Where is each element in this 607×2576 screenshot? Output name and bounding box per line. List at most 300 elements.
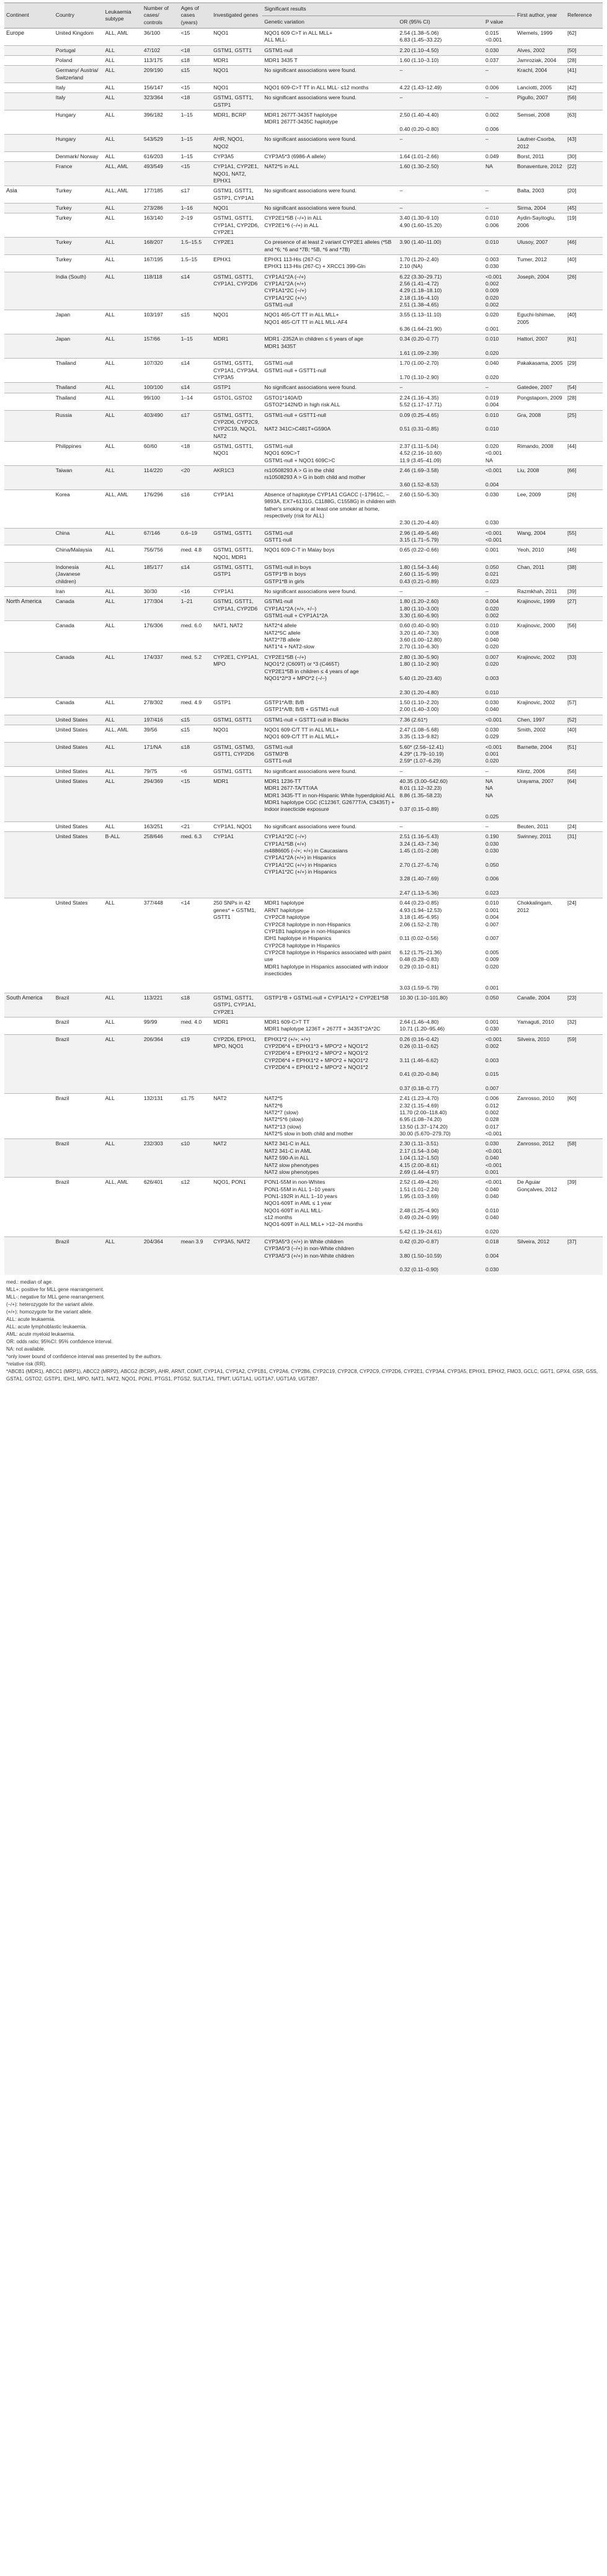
cell-genes: NAT2 <box>211 1094 262 1139</box>
cell-continent <box>4 1178 54 1237</box>
footnote-line: NA: not available. <box>6 1346 45 1352</box>
cell-continent <box>4 832 54 898</box>
cell-author: Wang, 2004 <box>515 528 565 545</box>
cell-subtype: ALL, AML <box>104 490 142 528</box>
cell-author: Krajinovic, 2002 <box>515 652 565 697</box>
cell-continent <box>4 563 54 587</box>
cell-reference: [26] <box>565 490 603 528</box>
table-row <box>4 1237 603 1274</box>
cell-variation: No significant associations were found. <box>262 587 397 597</box>
cell-genes: NQO1 <box>211 310 262 334</box>
cell-cases: 616/203 <box>142 151 179 161</box>
table-row <box>4 545 603 563</box>
table-row <box>4 238 603 255</box>
cell-variation: GSTM1-null GSTM3*B GSTT1-null <box>262 742 397 766</box>
cell-genes: NQO1 <box>211 66 262 83</box>
cell-ages: ≤14 <box>179 359 211 383</box>
col-genes-header: Investigated genes <box>211 3 262 29</box>
cell-pvalue: 0.040 0.020 <box>484 359 515 383</box>
cell-cases: 396/182 <box>142 110 179 135</box>
cell-pvalue: <0.001 0.001 0.020 <box>484 742 515 766</box>
cell-or: – <box>398 203 484 213</box>
cell-or: 2.80 (1.30–5.90) 1.80 (1.10–2.90) 5.40 (1.20–23.40) 2.30 (1.20–4.80) <box>398 652 484 697</box>
cell-continent <box>4 441 54 465</box>
cell-author: Joseph, 2004 <box>515 272 565 310</box>
cell-pvalue: 0.020 <0.001 NA <box>484 441 515 465</box>
table-row <box>4 621 603 652</box>
cell-author: Krachl, 2004 <box>515 66 565 83</box>
cell-ages: 0.6–19 <box>179 528 211 545</box>
cell-country: Korea <box>54 490 104 528</box>
cell-variation: GSTP1*A/B; B/B GSTP1*A/B; B/B + GSTM1-null <box>262 697 397 715</box>
cell-pvalue: 0.004 0.020 0.002 <box>484 597 515 621</box>
col-continent-header: Continent <box>4 3 54 29</box>
cell-cases: 100/100 <box>142 383 179 393</box>
cell-pvalue: – <box>484 66 515 83</box>
cell-ages: <18 <box>179 93 211 110</box>
cell-country: Canada <box>54 652 104 697</box>
table-row <box>4 776 603 821</box>
footnote-line: AML: acute myeloid leukaemia. <box>6 1331 76 1337</box>
cell-pvalue: 0.050 <box>484 993 515 1017</box>
cell-country: Indonesia (Javanese children) <box>54 563 104 587</box>
cell-author: Razmkhah, 2011 <box>515 587 565 597</box>
cell-pvalue: 0.037 <box>484 56 515 66</box>
cell-continent <box>4 697 54 715</box>
cell-subtype: ALL <box>104 776 142 821</box>
cell-pvalue: – <box>484 587 515 597</box>
cell-country: Italy <box>54 83 104 93</box>
cell-variation: No significant associations were found. <box>262 135 397 152</box>
cell-continent <box>4 310 54 334</box>
cell-continent <box>4 93 54 110</box>
table-row <box>4 563 603 587</box>
cell-country: United States <box>54 742 104 766</box>
cell-variation: Co presence of at least 2 variant CYP2E1 alleles (*5B and *6; *6 and *7B; *5B, *6 and *7B) <box>262 238 397 255</box>
cell-or: 1.60 (1.10–3.10) <box>398 56 484 66</box>
cell-genes: MDR1 <box>211 1017 262 1034</box>
footnote-line: *only lower bound of confidence interval was presented by the authors. <box>6 1353 162 1359</box>
cell-pvalue: <0.001 0.002 0.003 0.015 0.007 <box>484 1034 515 1094</box>
table-row <box>4 254 603 272</box>
cell-cases: 204/364 <box>142 1237 179 1274</box>
cell-subtype: ALL <box>104 621 142 652</box>
cell-variation: NQO1 609-C>T TT in ALL MLL- ≤12 months <box>262 83 397 93</box>
cell-ages: mean 3.9 <box>179 1237 211 1274</box>
cell-or: 0.34 (0.20–0.77) 1.61 (1.09–2.39) <box>398 334 484 359</box>
cell-genes: NQO1 <box>211 203 262 213</box>
cell-pvalue: 0.006 0.012 0.002 0.028 0.017 <0.001 <box>484 1094 515 1139</box>
cell-continent <box>4 1017 54 1034</box>
cell-continent <box>4 213 54 238</box>
cell-or: – <box>398 93 484 110</box>
cell-reference: [59] <box>565 1034 603 1094</box>
table-row <box>4 83 603 93</box>
cell-author: Lanciotti, 2005 <box>515 83 565 93</box>
cell-or: 0.65 (0.22–0.66) <box>398 545 484 563</box>
cell-cases: 174/337 <box>142 652 179 697</box>
cell-continent <box>4 652 54 697</box>
cell-genes: CYP3A5 <box>211 151 262 161</box>
cell-variation: EPHX1*2 (+/+; +/+) CYP2D6*4 + EPHX1*3 + MPO*2 + NQO1*2 CYP2D6*4 + EPHX1*2 + MPO*2 + NQO1*2 CYP2D6*4 + EPHX1*2 + MPO*2 + NQO1*2 CYP2D6*4 + EPHX1*2 + MPO*2 + NQO1*2 <box>262 1034 397 1094</box>
cell-author: Chen, 1997 <box>515 715 565 725</box>
cell-author: Zanrosso, 2012 <box>515 1139 565 1178</box>
cell-cases: 626/401 <box>142 1178 179 1237</box>
cell-variation: MDR1 2677T-3435T haplotype MDR1 2677T-3435C haplotype <box>262 110 397 135</box>
cell-author: Canalle, 2004 <box>515 993 565 1017</box>
cell-variation: CYP2E1*5B (–/+) NQO1*2 (C609T) or *3 (C465T) CYP2E1*5B in children ≤ 4 years of age NQO1*2/*3 + MPO*2 (–/–) <box>262 652 397 697</box>
table-row <box>4 832 603 898</box>
cell-pvalue: <0.001 0.040 0.040 0.010 0.040 0.020 <box>484 1178 515 1237</box>
cell-ages: <21 <box>179 822 211 832</box>
cell-or: 40.35 (3.00–542.60) 8.01 (1.12–32.23) 8.86 (1.35–58.23) 0.37 (0.15–0.89) <box>398 776 484 821</box>
cell-variation: GSTM1-null GSTM1-null + GSTT1-null <box>262 359 397 383</box>
cell-or: 2.52 (1.49–4.26) 1.51 (1.01–2.24) 1.95 (1.03–3.69) 2.48 (1.25–4.90) 0.49 (0.24–0.99) 5.42 (1.19–24.61) <box>398 1178 484 1237</box>
col-variation-header: Genetic variation <box>262 16 397 29</box>
cell-ages: med. 6.3 <box>179 832 211 898</box>
cell-genes: CYP1A1 <box>211 832 262 898</box>
cell-reference: [31] <box>565 832 603 898</box>
cell-ages: med. 4.0 <box>179 1017 211 1034</box>
cell-or: 2.96 (1.49–5.46) 3.15 (1.71–5.79) <box>398 528 484 545</box>
col-cases-header: Number of cases/ controls <box>142 3 179 29</box>
cell-country: Canada <box>54 621 104 652</box>
cell-genes: AKR1C3 <box>211 465 262 490</box>
cell-subtype: ALL <box>104 410 142 441</box>
cell-author: Silveira, 2012 <box>515 1237 565 1274</box>
cell-subtype: ALL <box>104 56 142 66</box>
cell-reference: [56] <box>565 93 603 110</box>
footnote-line: MLL+: positive for MLL gene rearrangement. <box>6 1286 104 1292</box>
cell-reference: [40] <box>565 310 603 334</box>
footnote-line: OR: odds ratio; 95%CI: 95% confidence interval. <box>6 1338 113 1344</box>
cell-continent <box>4 766 54 776</box>
cell-cases: 209/190 <box>142 66 179 83</box>
table-row <box>4 393 603 410</box>
cell-genes: MDR1 <box>211 334 262 359</box>
cell-or: 7.36 (2.61*) <box>398 715 484 725</box>
cell-pvalue: – <box>484 766 515 776</box>
cell-variation: No significant associations were found. <box>262 66 397 83</box>
cell-cases: 163/140 <box>142 213 179 238</box>
cell-continent <box>4 1094 54 1139</box>
cell-country: Thailand <box>54 393 104 410</box>
cell-author: Alves, 2002 <box>515 45 565 55</box>
cell-continent <box>4 742 54 766</box>
cell-ages: 1–15 <box>179 151 211 161</box>
cell-ages: <20 <box>179 465 211 490</box>
cell-subtype: ALL <box>104 359 142 383</box>
cell-or: 2.41 (1.23–4.70) 2.32 (1.15–4.69) 11.70 (2.00–118.40) 6.95 (1.08–74.20) 13.50 (1.37–174.20) 30.00 (5.670–279.70) <box>398 1094 484 1139</box>
cell-author: Eguchi-Ishimae, 2005 <box>515 310 565 334</box>
cell-country: Canada <box>54 597 104 621</box>
cell-pvalue: – <box>484 186 515 203</box>
cell-continent <box>4 621 54 652</box>
cell-pvalue: 0.030 0.029 <box>484 725 515 742</box>
cell-variation: NAT2*5 in ALL <box>262 162 397 186</box>
cell-subtype: ALL <box>104 715 142 725</box>
cell-subtype: ALL <box>104 1237 142 1274</box>
cell-or: 0.26 (0.16–0.42) 0.26 (0.11–0.62) 3.11 (1.46–6.62) 0.41 (0.20–0.84) 0.37 (0.18–0.77) <box>398 1034 484 1094</box>
cell-cases: 103/197 <box>142 310 179 334</box>
cell-variation: CYP1A1*2A (–/+) CYP1A1*2A (+/+) CYP1A1*2C (–/+) CYP1A1*2C (+/+) GSTM1-null <box>262 272 397 310</box>
cell-reference: [66] <box>565 465 603 490</box>
cell-cases: 99/100 <box>142 393 179 410</box>
cell-country: Poland <box>54 56 104 66</box>
cell-pvalue: 0.010 0.008 0.040 0.020 <box>484 621 515 652</box>
cell-cases: 99/99 <box>142 1017 179 1034</box>
cell-subtype: ALL, AML <box>104 186 142 203</box>
cell-cases: 30/30 <box>142 587 179 597</box>
cell-ages: ≤14 <box>179 272 211 310</box>
cell-or: – <box>398 766 484 776</box>
cell-author: Lautner-Csorba, 2012 <box>515 135 565 152</box>
cell-country: Denmark/ Norway <box>54 151 104 161</box>
cell-pvalue: 0.001 <box>484 545 515 563</box>
cell-pvalue: – <box>484 203 515 213</box>
cell-country: Thailand <box>54 359 104 383</box>
cell-cases: 176/306 <box>142 621 179 652</box>
cell-reference: [46] <box>565 545 603 563</box>
cell-author: Klintz, 2006 <box>515 766 565 776</box>
cell-country: United States <box>54 776 104 821</box>
cell-genes: GSTP1 <box>211 697 262 715</box>
table-row <box>4 1017 603 1034</box>
cell-variation: GSTO1*140A/D GSTO2*142N/D in high risk ALL <box>262 393 397 410</box>
cell-genes: EPHX1 <box>211 254 262 272</box>
cell-genes: GSTM1, GSTT1 <box>211 45 262 55</box>
cell-author: Chan, 2011 <box>515 563 565 587</box>
cell-pvalue: 0.020 0.001 <box>484 310 515 334</box>
cell-continent <box>4 383 54 393</box>
cell-ages: ≤18 <box>179 742 211 766</box>
table-row <box>4 1178 603 1237</box>
cell-cases: 232/303 <box>142 1139 179 1178</box>
cell-subtype: ALL <box>104 135 142 152</box>
cell-author: Pigullo, 2007 <box>515 93 565 110</box>
cell-genes: GSTM1, GSTT1 <box>211 766 262 776</box>
cell-subtype: ALL <box>104 238 142 255</box>
table-row <box>4 597 603 621</box>
cell-author: Yamaguti, 2010 <box>515 1017 565 1034</box>
cell-author: Rimando, 2008 <box>515 441 565 465</box>
cell-genes: GSTM1, GSTT1, GSTP1, CYP1A1 <box>211 186 262 203</box>
cell-ages: ≤14 <box>179 563 211 587</box>
cell-subtype: ALL <box>104 563 142 587</box>
cell-country: Thailand <box>54 383 104 393</box>
cell-ages: <15 <box>179 776 211 821</box>
cell-or: 3.55 (1.13–11.10) 6.36 (1.64–21.90) <box>398 310 484 334</box>
table-row <box>4 898 603 993</box>
cell-genes: CYP2E1 <box>211 238 262 255</box>
cell-reference: [56] <box>565 621 603 652</box>
cell-author: Ulusoy, 2007 <box>515 238 565 255</box>
cell-or: 5.60* (2.56–12.41) 4.29* (1.79–10.19) 2.59* (1.07–6.29) <box>398 742 484 766</box>
cell-ages: med. 4.9 <box>179 697 211 715</box>
cell-continent <box>4 83 54 93</box>
cell-subtype: ALL <box>104 528 142 545</box>
cell-genes: GSTM1, GSTT1, CYP1A1, CYP2D6, CYP2E1 <box>211 213 262 238</box>
cell-cases: 47/102 <box>142 45 179 55</box>
table-row <box>4 766 603 776</box>
cell-subtype: ALL <box>104 151 142 161</box>
cell-continent <box>4 393 54 410</box>
cell-reference: [23] <box>565 993 603 1017</box>
cell-cases: 163/251 <box>142 822 179 832</box>
cell-cases: 167/195 <box>142 254 179 272</box>
cell-or: 1.50 (1.10–2.20) 2.00 (1.40–3.00) <box>398 697 484 715</box>
table-row <box>4 993 603 1017</box>
cell-ages: 2–19 <box>179 213 211 238</box>
cell-reference: [39] <box>565 1178 603 1237</box>
cell-reference: [20] <box>565 186 603 203</box>
cell-cases: 157/66 <box>142 334 179 359</box>
cell-variation: MDR1 1236-TT MDR1 2677-TA/TT/AA MDR1 3435-TT in non-Hispanic White hyperdiploid ALL MDR1 haplotype CGC (C1236T, G2677T/A, C3435T) + indoor insecticide exposure <box>262 776 397 821</box>
cell-ages: <16 <box>179 587 211 597</box>
cell-or: – <box>398 135 484 152</box>
cell-variation: GSTM1-null + GSTT1-null in Blacks <box>262 715 397 725</box>
footnote-line: *ABCB1 (MDR1), ABCC1 (MRP1), ABCC2 (MRP2), ABCG2 (BCRP), AHR, ARNT, COMT, CYP1A1, CYP1A2, CYP1B1, CYP2A6, CYP2B6, CYP2C19, CYP2C8, CYP2C9, CYP2D6, CYP2E1, CYP3A4, CYP3A5, EPHX1, EPHX2, FMO3, GCLC, GGT1, GPX4, GSR, GSS, GSTA1, GSTO2, GSTP1, IDH1, MPO, NAT1, NAT2, NQO1, PON1, PTGS1, PTGS2, SULT1A1, TPMT, UGT1A1, UGT1A7, UGT1A9, UGT2B7. <box>6 1368 598 1382</box>
cell-pvalue: – <box>484 383 515 393</box>
cell-pvalue: 0.010 <box>484 238 515 255</box>
cell-pvalue: 0.030 <0.001 0.040 <0.001 0.001 <box>484 1139 515 1178</box>
cell-author: Hattori, 2007 <box>515 334 565 359</box>
cell-author: Krajinovic, 2002 <box>515 697 565 715</box>
col-ages-header: Ages of cases (years) <box>179 3 211 29</box>
cell-or: 0.60 (0.40–0.90) 3.20 (1.40–7.30) 3.60 (1.00–12.80) 2.70 (1.10–6.30) <box>398 621 484 652</box>
cell-author: Jamroziak, 2004 <box>515 56 565 66</box>
cell-variation: GSTM1-null GSTT1-null <box>262 528 397 545</box>
cell-subtype: ALL <box>104 334 142 359</box>
cell-country: China <box>54 528 104 545</box>
cell-country: Iran <box>54 587 104 597</box>
cell-country: United States <box>54 715 104 725</box>
cell-variation: CYP3A5*3 (6986-A allele) <box>262 151 397 161</box>
cell-ages: 1–21 <box>179 597 211 621</box>
cell-author: Bonaventure, 2012 <box>515 162 565 186</box>
col-subtype-header: Leukaemia subtype <box>104 3 142 29</box>
cell-subtype: ALL <box>104 1139 142 1178</box>
table-row <box>4 441 603 465</box>
cell-cases: 185/177 <box>142 563 179 587</box>
footnote-line: ALL: acute lymphoblastic leukaemia. <box>6 1323 87 1330</box>
cell-reference: [55] <box>565 528 603 545</box>
table-row <box>4 697 603 715</box>
cell-reference: [44] <box>565 441 603 465</box>
cell-or: 2.64 (1.46–4.80) 10.71 (1.20–95.46) <box>398 1017 484 1034</box>
cell-author: Gra, 2008 <box>515 410 565 441</box>
table-row <box>4 203 603 213</box>
cell-subtype: ALL, AML <box>104 725 142 742</box>
cell-genes: NAT1, NAT2 <box>211 621 262 652</box>
cell-ages: ≤17 <box>179 186 211 203</box>
cell-reference: [37] <box>565 1237 603 1274</box>
cell-reference: [61] <box>565 334 603 359</box>
cell-pvalue: – <box>484 93 515 110</box>
cell-pvalue: 0.190 0.030 0.030 0.050 0.006 0.023 <box>484 832 515 898</box>
cell-pvalue: 0.003 0.030 <box>484 254 515 272</box>
cell-continent <box>4 56 54 66</box>
cell-cases: 543/529 <box>142 135 179 152</box>
cell-reference: [64] <box>565 776 603 821</box>
cell-cases: 177/185 <box>142 186 179 203</box>
cell-variation: GSTM1-null NQO1 609C>T GSTM1-null + NQO1 609C>C <box>262 441 397 465</box>
cell-continent <box>4 776 54 821</box>
cell-country: Germany/ Austria/ Switzerland <box>54 66 104 83</box>
cell-variation: No significant associations were found. <box>262 766 397 776</box>
cell-subtype: ALL <box>104 310 142 334</box>
cell-cases: 171/NA <box>142 742 179 766</box>
cell-ages: 1–14 <box>179 393 211 410</box>
cell-or: 2.51 (1.16–5.43) 3.24 (1.43–7.34) 1.45 (1.01–2.08) 2.70 (1.27–5.74) 3.28 (1.40–7.69) 2.47 (1.13–5.36) <box>398 832 484 898</box>
cell-genes: 250 SNPs in 42 genes* + GSTM1, GSTT1 <box>211 898 262 993</box>
cell-country: Brazil <box>54 1034 104 1094</box>
cell-pvalue: 0.010 0.010 <box>484 410 515 441</box>
cell-subtype: ALL <box>104 272 142 310</box>
cell-or: – <box>398 822 484 832</box>
cell-country: Hungary <box>54 135 104 152</box>
cell-genes: GSTM1, GSTT1, CYP1A1, CYP3A4, CYP3A5 <box>211 359 262 383</box>
table-header <box>4 3 603 29</box>
table-row <box>4 310 603 334</box>
cell-or: 0.42 (0.20–0.87) 3.80 (1.50–10.59) 0.32 (0.11–0.90) <box>398 1237 484 1274</box>
cell-variation: PON1-55M in non-Whites PON1-55M in ALL 1–10 years PON1-192R in ALL 1–10 years NQO1-609T in AML ≤ 1 year NQO1-609T in ALL MLL- ≤12 months NQO1-609T in ALL MLL+ >12–24 months <box>262 1178 397 1237</box>
cell-genes: GSTO1, GSTO2 <box>211 393 262 410</box>
cell-subtype: ALL <box>104 597 142 621</box>
cell-variation: GSTM1-null + GSTT1-null NAT2 341C>C481T+G590A <box>262 410 397 441</box>
cell-cases: 114/220 <box>142 465 179 490</box>
cell-pvalue: 0.049 <box>484 151 515 161</box>
cell-variation: MDR1 haplotype ARNT haplotype CYP2C8 haplotype CYP2C8 haplotype in non-Hispanics CYP1B1 haplotype in non-Hispanics IDH1 haplotype in Hispanics CYP2C8 haplotype in Hispanics CYP2C8 haplotype in Hispanics associated with paint use MDR1 haplotype in Hispanics associated with indoor insecticides <box>262 898 397 993</box>
cell-variation: MDR1 -2352A in children ≤ 6 years of age MDR1 3435T <box>262 334 397 359</box>
cell-pvalue: <0.001 0.004 <box>484 465 515 490</box>
cell-subtype: ALL <box>104 545 142 563</box>
cell-ages: <6 <box>179 766 211 776</box>
cell-genes: GSTM1, GSTT1, CYP1A1, CYP2D6 <box>211 272 262 310</box>
cell-continent <box>4 490 54 528</box>
cell-ages: med. 4.8 <box>179 545 211 563</box>
cell-genes: GSTM1, GSTT1 <box>211 715 262 725</box>
cell-cases: 294/369 <box>142 776 179 821</box>
cell-genes: GSTM1, GSTT1, GSTP1 <box>211 563 262 587</box>
table-footnotes <box>4 1275 603 1384</box>
cell-or: – <box>398 66 484 83</box>
table-row <box>4 1139 603 1178</box>
cell-subtype: ALL <box>104 587 142 597</box>
cell-subtype: ALL, AML <box>105 30 128 37</box>
cell-or: 1.64 (1.01–2.66) <box>398 151 484 161</box>
cell-country: Japan <box>54 310 104 334</box>
table-row <box>4 742 603 766</box>
cell-genes: CYP3A5, NAT2 <box>211 1237 262 1274</box>
cell-continent <box>4 1034 54 1094</box>
cell-pvalue: – <box>484 135 515 152</box>
cell-or: 0.09 (0.25–4.65) 0.51 (0.31–0.85) <box>398 410 484 441</box>
cell-cases: 67/146 <box>142 528 179 545</box>
cell-reference: [19] <box>565 213 603 238</box>
cell-ages: ≤17 <box>179 410 211 441</box>
cell-genes: NQO1 <box>211 725 262 742</box>
cell-variation: GSTM1-null <box>262 45 397 55</box>
cell-continent: South America <box>4 993 54 1017</box>
cell-country: Brazil <box>54 1017 104 1034</box>
cell-cases: 756/756 <box>142 545 179 563</box>
cell-country: Japan <box>54 334 104 359</box>
table-row <box>4 56 603 66</box>
table-row <box>4 334 603 359</box>
cell-cases: 156/147 <box>142 83 179 93</box>
cell-author: Balta, 2003 <box>515 186 565 203</box>
